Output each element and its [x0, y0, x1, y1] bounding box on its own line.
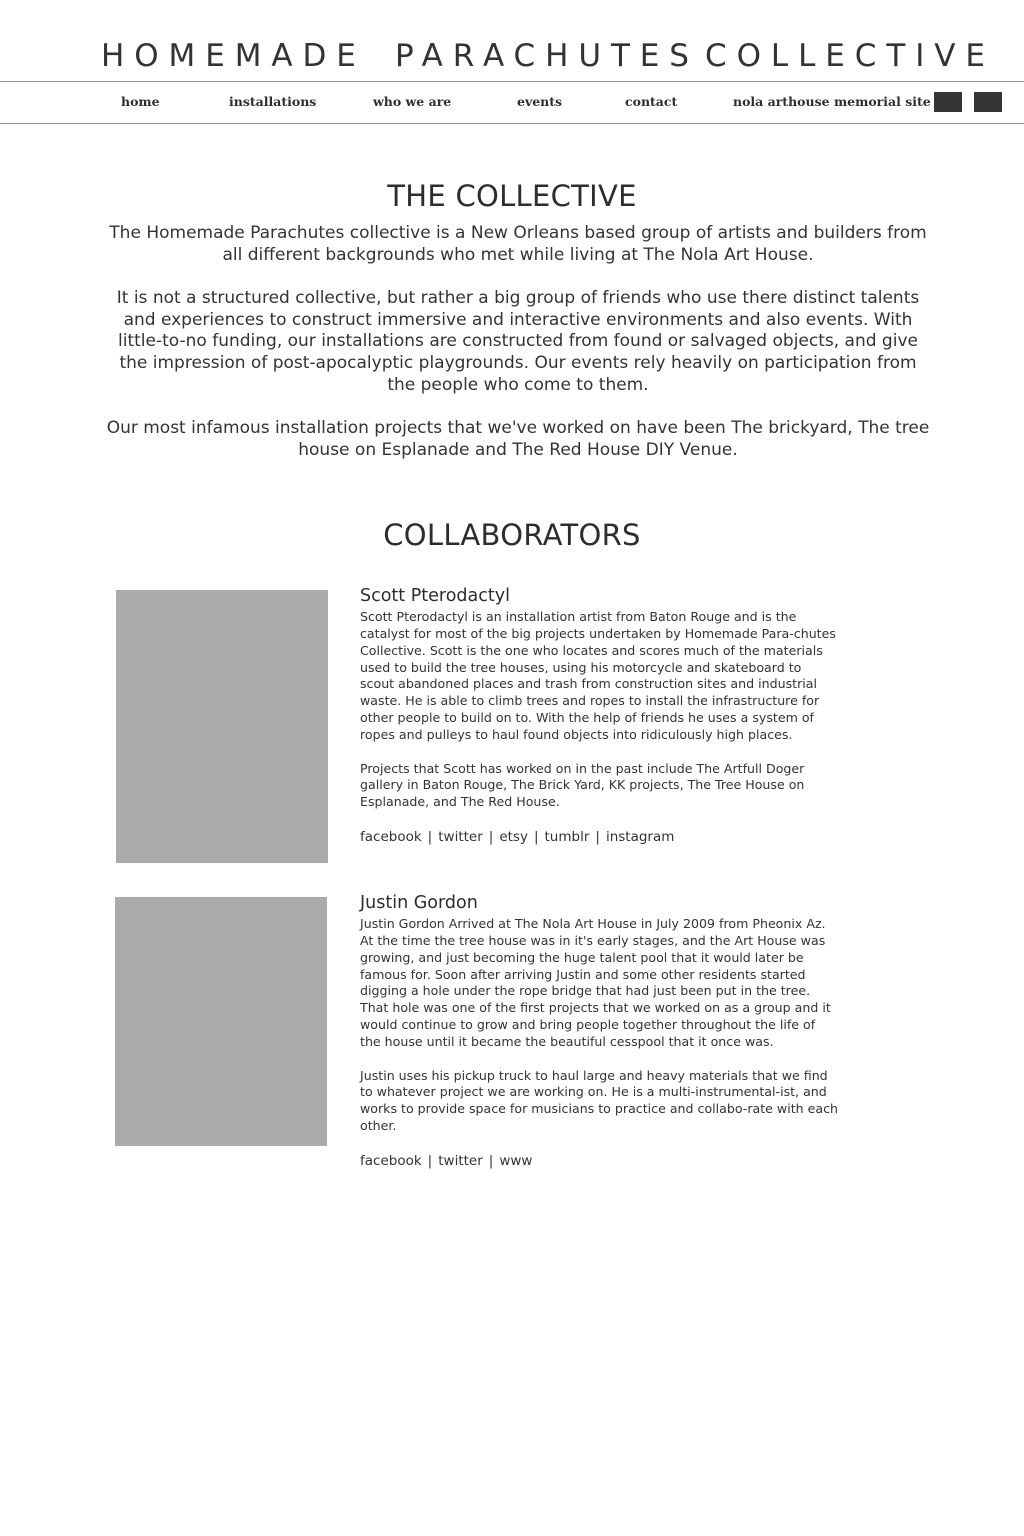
- collaborator-photo-scott: [116, 590, 328, 863]
- collaborator-name: Scott Pterodactyl: [360, 586, 510, 606]
- instagram-link[interactable]: instagram: [605, 828, 675, 845]
- site-title-word-1: HOMEMADE: [101, 38, 366, 74]
- nav-item-memorial-site[interactable]: nola arthouse memorial site: [733, 94, 931, 109]
- collaborator-bio: Scott Pterodactyl is an installation artist from Baton Rouge and is the catalyst for most of the big projects undertaken by Homemade Para-chutes Collective. Scott is the one who locates and scores much of the materials used to build the tree houses, using his motorcycle and skateboard to scout abandoned places and trash from construction sites and industrial waste. He is able to climb trees and ropes to install the infrastructure for other people to build on to. With the help of friends he uses a system of ropes and pulleys to haul found objects into ridiculously high places.: [360, 609, 836, 742]
- collective-paragraph: It is not a structured collective, but rather a big group of friends who use there distinct talents and experiences to construct immersive and interactive environments and also events. With little-to-no funding, our installations are constructed from found or salvaged objects, and give the impression of post-apocalyptic playgrounds. Our events rely heavily on participation from the people who come to them.: [116, 288, 920, 395]
- facebook-link[interactable]: facebook: [360, 828, 422, 845]
- twitter-link[interactable]: twitter: [438, 828, 483, 845]
- site-title: [0, 36, 1024, 76]
- nav-item-installations[interactable]: installations: [229, 94, 317, 109]
- link-separator: |: [488, 1152, 494, 1169]
- collective-paragraph: Our most infamous installation projects that we've worked on have been The brickyard, The tree house on Esplanade and The Red House DIY Venue.: [106, 418, 930, 460]
- nav-item-contact[interactable]: contact: [625, 94, 678, 109]
- main-nav: [0, 82, 1024, 123]
- social-button-1[interactable]: [934, 92, 962, 112]
- collaborator-scott: [360, 586, 838, 846]
- link-separator: |: [427, 828, 433, 845]
- link-separator: |: [488, 828, 494, 845]
- header-divider-bottom: [0, 123, 1024, 124]
- collaborator-photo-justin: [115, 897, 327, 1146]
- collective-intro: [106, 223, 930, 483]
- site-title-word-2: PARACHUTES: [395, 38, 699, 74]
- tumblr-link[interactable]: tumblr: [544, 828, 590, 845]
- collaborator-bio: Justin Gordon Arrived at The Nola Art House in July 2009 from Pheonix Az. At the time the tree house was in it's early stages, and the Art House was growing, and just becoming the huge talent pool that it would later be famous for. Soon after arriving Justin and some other residents started digging a hole under the rope bridge that had just been put in the tree. That hole was one of the first projects that we worked on as a group and it would continue to grow and bring people together throughout the life of the house until it became the beautiful cesspool that it once was.: [360, 916, 831, 1049]
- nav-item-events[interactable]: events: [517, 94, 563, 109]
- collaborator-name: Justin Gordon: [360, 893, 478, 913]
- link-separator: |: [533, 828, 539, 845]
- twitter-link[interactable]: twitter: [438, 1152, 483, 1169]
- collaborator-links: [360, 1152, 838, 1170]
- website-link[interactable]: www: [499, 1152, 533, 1169]
- collective-heading: THE COLLECTIVE: [387, 179, 637, 213]
- collaborators-heading: COLLABORATORS: [383, 518, 641, 552]
- nav-item-home[interactable]: home: [121, 94, 160, 109]
- collaborator-links: [360, 828, 838, 846]
- collaborator-bio: Justin uses his pickup truck to haul large and heavy materials that we find to whatever project we are working on. He is a multi-instrumental-ist, and works to provide space for musicians to practice and collabo-rate with each other.: [360, 1067, 839, 1134]
- collective-paragraph: The Homemade Parachutes collective is a New Orleans based group of artists and builders from all different backgrounds who met while living at The Nola Art House.: [109, 223, 927, 265]
- facebook-link[interactable]: facebook: [360, 1152, 422, 1169]
- etsy-link[interactable]: etsy: [499, 828, 528, 845]
- collaborator-bio: Projects that Scott has worked on in the past include The Artfull Doger gallery in Baton Rouge, The Brick Yard, KK projects, The Tree House on Esplanade, and The Red House.: [360, 760, 805, 810]
- site-title-word-3: COLLECTIVE: [705, 38, 995, 74]
- social-button-2[interactable]: [974, 92, 1002, 112]
- link-separator: |: [595, 828, 600, 845]
- collaborator-justin: [360, 893, 838, 1170]
- nav-item-who-we-are[interactable]: who we are: [373, 94, 452, 109]
- link-separator: |: [427, 1152, 433, 1169]
